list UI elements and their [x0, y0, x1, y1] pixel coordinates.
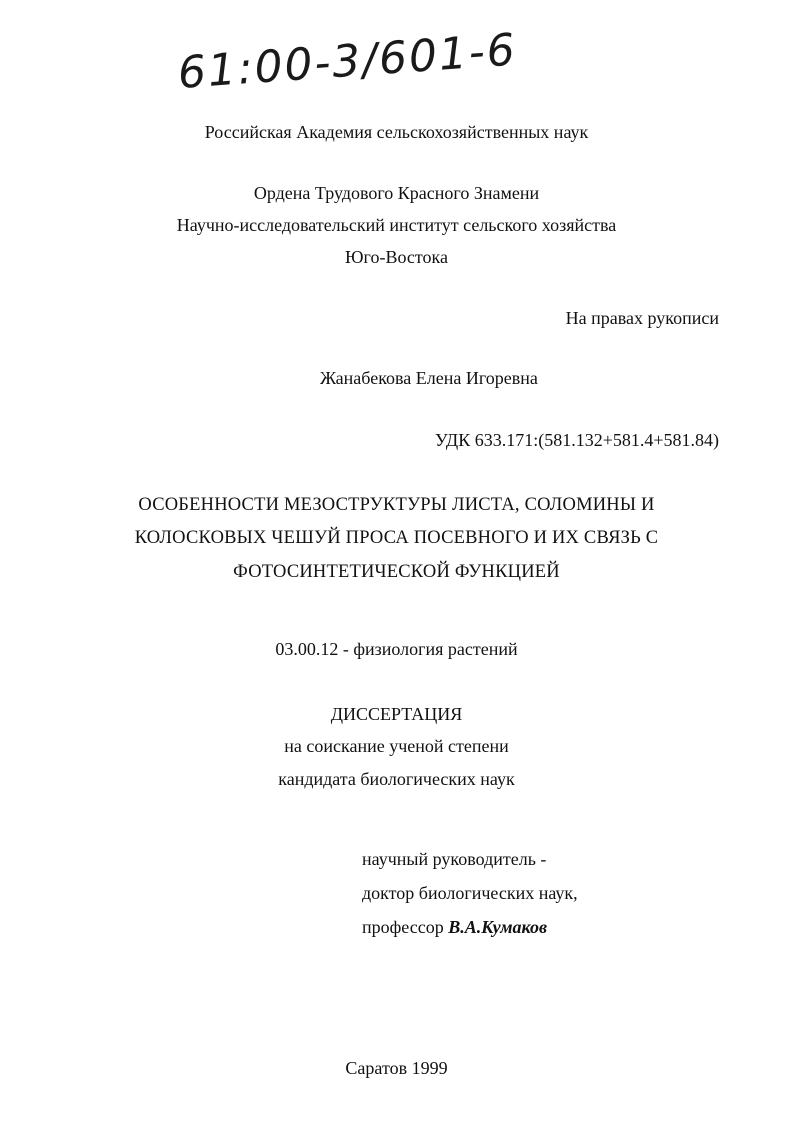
- institute-region: Юго-Востока: [345, 247, 448, 267]
- thesis-title-line-2: КОЛОСКОВЫХ ЧЕШУЙ ПРОСА ПОСЕВНОГО И ИХ СВЯЗЬ С: [134, 528, 659, 548]
- institute-name: Научно-исследовательский институт сельского хозяйства: [176, 215, 617, 235]
- thesis-title-line-1: ОСОБЕННОСТИ МЕЗОСТРУКТУРЫ ЛИСТА, СОЛОМИНЫ И: [138, 495, 655, 515]
- supervisor-name: В.А.Кумаков: [448, 917, 548, 937]
- handwritten-archive-code: 61:00-3/601-6: [176, 24, 519, 99]
- supervisor-block: [362, 848, 578, 950]
- specialty-code: 03.00.12 - физиология растений: [275, 639, 518, 659]
- degree-line-2: кандидата биологических наук: [278, 769, 515, 789]
- dissertation-heading: ДИССЕРТАЦИЯ: [330, 704, 463, 724]
- supervisor-role: научный руководитель -: [362, 849, 547, 869]
- institute-order: Ордена Трудового Красного Знамени: [253, 183, 540, 203]
- thesis-title-line-3: ФОТОСИНТЕТИЧЕСКОЙ ФУНКЦИЕЙ: [233, 562, 560, 582]
- supervisor-degree: доктор биологических наук,: [362, 883, 578, 903]
- author-name: Жанабекова Елена Игоревна: [320, 368, 538, 388]
- degree-line-1: на соискание ученой степени: [284, 736, 509, 756]
- supervisor-rank: профессор: [362, 917, 449, 937]
- academy-name: Российская Академия сельскохозяйственных наук: [204, 122, 589, 142]
- udc-code: УДК 633.171:(581.132+581.4+581.84): [434, 430, 719, 450]
- place-and-year: Саратов 1999: [345, 1058, 448, 1078]
- supervisor-title: [362, 916, 578, 938]
- manuscript-note: На правах рукописи: [565, 308, 719, 328]
